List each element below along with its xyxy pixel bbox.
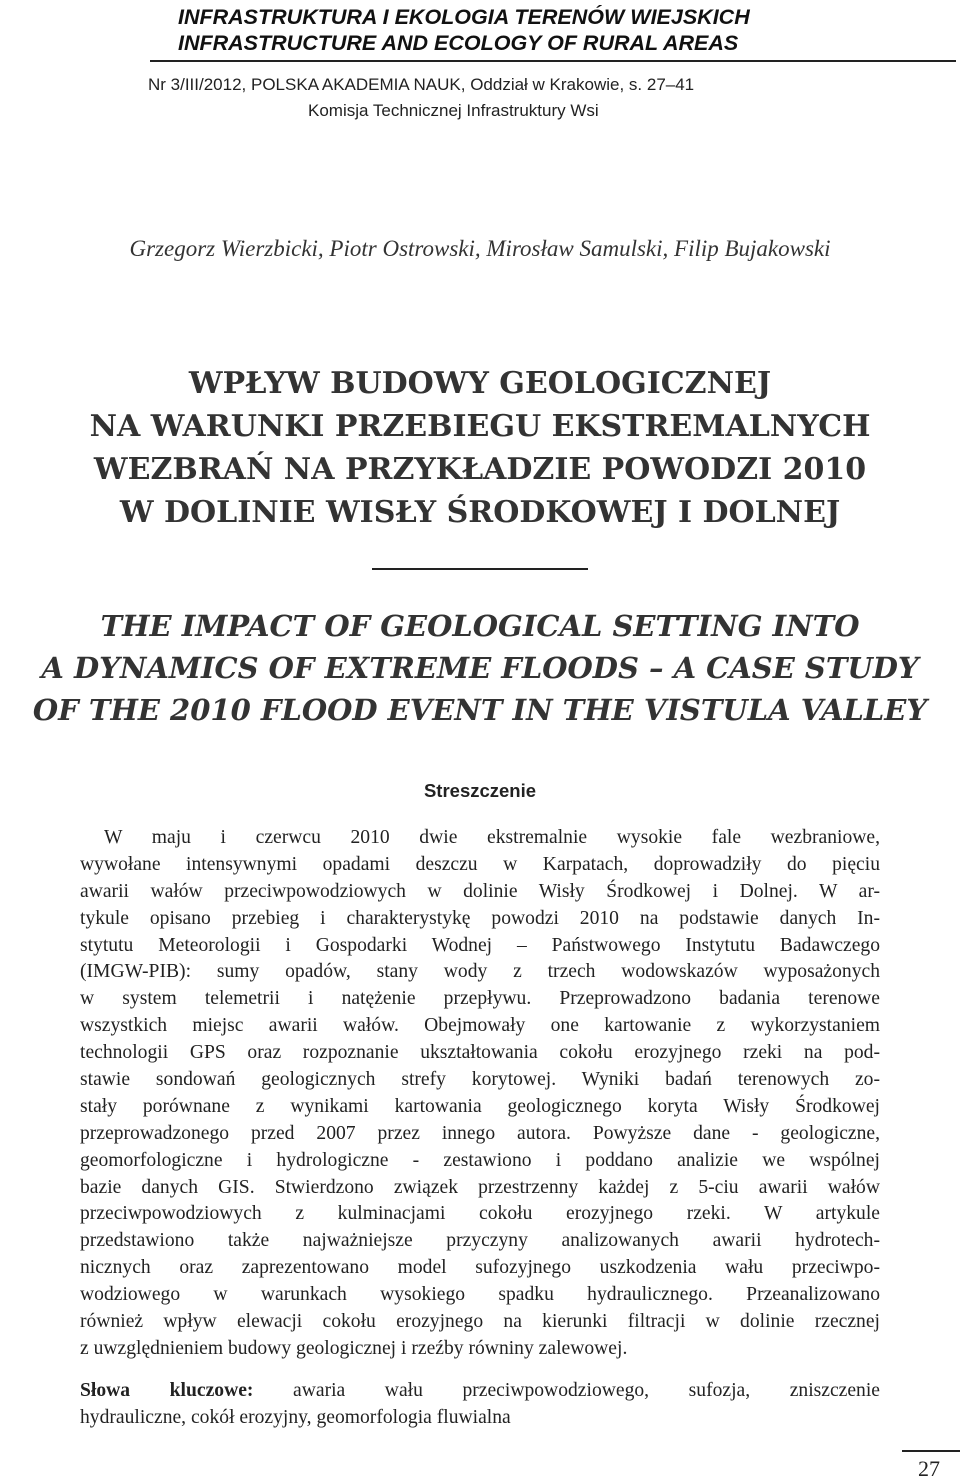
header-rule xyxy=(150,60,956,62)
journal-info xyxy=(148,72,788,124)
abstract-heading: Streszczenie xyxy=(423,780,537,801)
abstract-line: również wpływ elewacji cokołu erozyjnego na kierunki filtracji w dolinie rzecznej xyxy=(80,1311,880,1333)
journal-title-pl: INFRASTRUKTURA I EKOLOGIA TERENÓW WIEJSKICH xyxy=(178,5,750,29)
title-en-line: A DYNAMICS OF EXTREME FLOODS – A CASE STUDY xyxy=(41,651,919,685)
journal-title-en: INFRASTRUCTURE AND ECOLOGY OF RURAL AREAS xyxy=(178,31,739,55)
title-polish xyxy=(0,362,960,534)
keywords-line xyxy=(80,1378,880,1405)
abstract-line: tykule opisano przebieg i charakterystykę powodzi 2010 na podstawie danych In- xyxy=(80,907,880,929)
page-number: 27 xyxy=(918,1456,940,1481)
keywords-text: awaria wału przeciwpowodziowego, sufozja, zniszczenie xyxy=(293,1380,880,1401)
title-separator xyxy=(372,568,588,570)
issue-line: Nr 3/III/2012, POLSKA AKADEMIA NAUK, Oddział w Krakowie, s. 27–41 xyxy=(148,75,695,94)
title-pl-line: WPŁYW BUDOWY GEOLOGICZNEJ xyxy=(188,366,772,401)
abstract-line: nicznych oraz zaprezentowano model sufozyjnego uszkodzenia wału przeciwpo- xyxy=(80,1257,880,1279)
abstract-body xyxy=(80,825,880,1363)
abstract-line: przeciwpowodziowych z kulminacjami cokołu erozyjnego rzeki. W artykule xyxy=(80,1203,880,1225)
abstract-line: w system telemetrii i natężenie przepływu. Przeprowadzono badania terenowe xyxy=(80,988,880,1010)
abstract-line: stawie sondowań geologicznych strefy korytowej. Wyniki badań terenowych zo- xyxy=(80,1069,880,1091)
abstract-line: wodziowego w warunkach wysokiego spadku hydraulicznego. Przeanalizowano xyxy=(80,1284,880,1306)
abstract-line: przeprowadzonego przed 2007 przez innego autora. Powyższe dane - geologiczne, xyxy=(80,1122,880,1144)
footer-rule xyxy=(902,1450,960,1452)
title-en-line: THE IMPACT OF GEOLOGICAL SETTING INTO xyxy=(100,609,860,643)
abstract-line: stytutu Meteorologii i Gospodarki Wodnej – Państwowego Instytutu Badawczego xyxy=(80,934,880,956)
title-en-line: OF THE 2010 FLOOD EVENT IN THE VISTULA VALLEY xyxy=(32,693,928,727)
abstract-line: (IMGW-PIB): sumy opadów, stany wody z trzech wodowskazów wyposażonych xyxy=(80,961,880,983)
abstract-line: technologii GPS oraz rozpoznanie ukształtowania cokołu erozyjnego rzeki na pod- xyxy=(80,1042,880,1064)
abstract-line: bazie danych GIS. Stwierdzono związek przestrzenny każdej z 5-ciu awarii wałów xyxy=(80,1176,880,1198)
keywords-label: Słowa kluczowe: xyxy=(80,1380,254,1401)
abstract-line: stały porównane z wynikami kartowania geologicznego koryta Wisły Środkowej xyxy=(80,1095,880,1117)
abstract-line: z uwzględnieniem budowy geologicznej i rzeźby równiny zalewowej. xyxy=(80,1337,628,1359)
journal-header xyxy=(178,4,938,56)
title-pl-line: WEZBRAŃ NA PRZYKŁADZIE POWODZI 2010 xyxy=(93,452,867,487)
abstract-line: wywołane intensywnymi opadami deszczu w Karpatach, doprowadziły do pięciu xyxy=(80,853,880,875)
title-english xyxy=(0,605,960,731)
title-pl-line: W DOLINIE WISŁY ŚRODKOWEJ I DOLNEJ xyxy=(119,495,841,530)
commission-line: Komisja Technicznej Infrastruktury Wsi xyxy=(308,101,599,120)
abstract-line: wszystkich miejsc awarii wałów. Obejmowały one kartowanie z wykorzystaniem xyxy=(80,1015,880,1037)
abstract-line: W maju i czerwcu 2010 dwie ekstremalnie wysokie fale wezbraniowe, xyxy=(104,827,880,848)
abstract-line: przedstawiono także najważniejsze przyczyny analizowanych awarii hydrotech- xyxy=(80,1230,880,1252)
abstract-line: geomorfologiczne i hydrologiczne - zestawiono i poddano analizie we wspólnej xyxy=(80,1149,880,1171)
authors: Grzegorz Wierzbicki, Piotr Ostrowski, Mirosław Samulski, Filip Bujakowski xyxy=(129,236,831,261)
keywords xyxy=(80,1378,880,1432)
abstract-line: awarii wałów przeciwpowodziowych w dolinie Wisły Środkowej i Dolnej. W ar- xyxy=(80,880,880,902)
title-pl-line: NA WARUNKI PRZEBIEGU EKSTREMALNYCH xyxy=(89,409,871,444)
keywords-line: hydrauliczne, cokół erozyjny, geomorfologia fluwialna xyxy=(80,1406,511,1428)
